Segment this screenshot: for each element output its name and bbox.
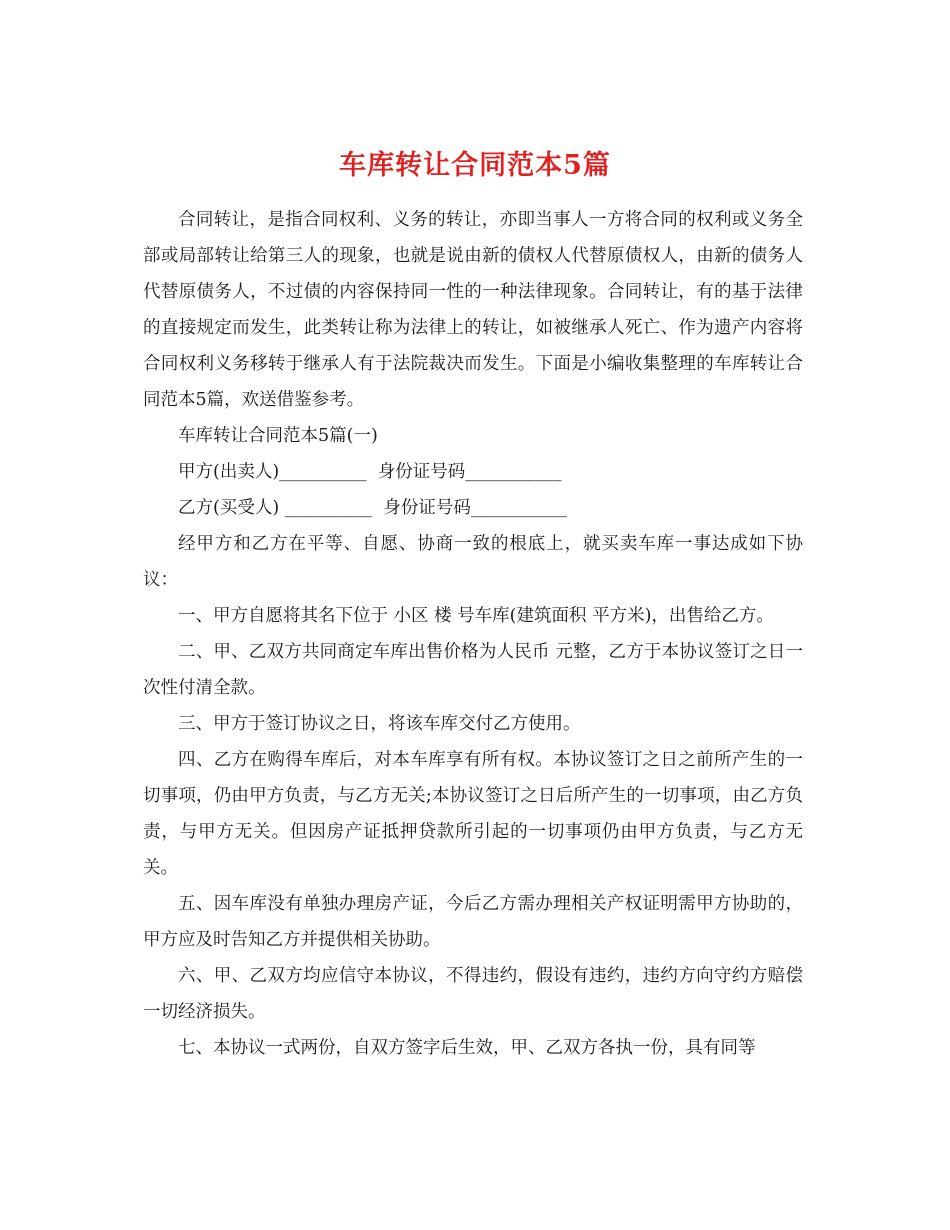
clause-6: 六、甲、乙双方均应信守本协议，不得违约，假设有违约，违约方向守约方赔偿一切经济损失。 [143, 966, 803, 1022]
party-a-id-blank: ___________ [465, 462, 562, 482]
clause-7: 七、本协议一式两份，自双方签字后生效，甲、乙双方各执一份，具有同等 [178, 1038, 756, 1058]
section-title: 车库转让合同范本5篇(一) [178, 426, 378, 446]
party-a-blank: __________ [279, 462, 367, 482]
party-a-label: 甲方(出卖人) [178, 462, 280, 482]
clause-1: 一、甲方自愿将其名下位于 小区 楼 号车库(建筑面积 平方米)，出售给乙方。 [178, 606, 774, 626]
clause-5: 五、因车库没有单独办理房产证，今后乙方需办理相关产权证明需甲方协助的，甲方应及时告知乙方并提供相关协助。 [143, 894, 803, 950]
clause-4: 四、乙方在购得车库后，对本车库享有所有权。本协议签订之日之前所产生的一切事项，仍由甲方负责，与乙方无关;本协议签订之日后所产生的一切事项，由乙方负责，与甲方无关。但因房产证抵押贷款所引起的一切事项仍由甲方负责，与乙方无关。 [143, 750, 803, 878]
agreement-intro: 经甲方和乙方在平等、自愿、协商一致的根底上，就买卖车库一事达成如下协议： [143, 534, 803, 590]
party-b-label: 乙方(买受人) [178, 498, 280, 518]
party-b-blank: __________ [284, 498, 373, 518]
party-b-line [143, 490, 803, 526]
party-b-id-label: 身份证号码 [383, 498, 471, 518]
document-title: 车库转让合同范本5篇 [339, 150, 611, 182]
clause-3: 三、甲方于签订协议之日，将该车库交付乙方使用。 [178, 714, 581, 734]
document-body [143, 202, 803, 1066]
clause-2: 二、甲、乙双方共同商定车库出售价格为人民币 元整，乙方于本协议签订之日一次性付清全款。 [143, 642, 803, 698]
party-a-id-label: 身份证号码 [377, 462, 466, 482]
intro-paragraph: 合同转让，是指合同权利、义务的转让，亦即当事人一方将合同的权利或义务全部或局部转让给第三人的现象，也就是说由新的债权人代替原债权人，由新的债务人代替原债务人，不过债的内容保持同一性的一种法律现象。合同转让，有的基于法律的直接规定而发生，此类转让称为法律上的转让，如被继承人死亡、作为遗产内容将合同权利义务移转于继承人有于法院裁决而发生。下面是小编收集整理的车库转让合同范本5篇，欢送借鉴参考。 [143, 210, 803, 410]
party-b-id-blank: ___________ [470, 498, 568, 518]
party-a-line [143, 454, 803, 490]
